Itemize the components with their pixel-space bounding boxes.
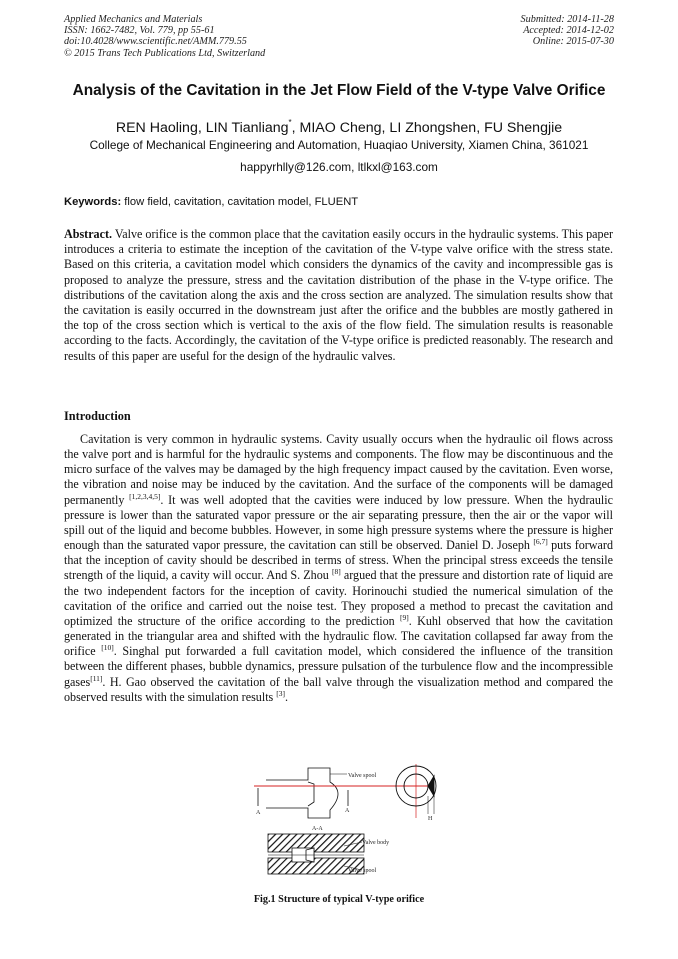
figure-caption: Fig.1 Structure of typical V-type orifice	[253, 894, 425, 905]
keywords-text: flow field, cavitation, cavitation model, FLUENT	[121, 196, 359, 208]
intro-text: puts forward that the inception of cavity should be described in terms of stress. When the principal stress exceeds the tensile strength of the liquid, a cavity will occur. And S. Zhou	[64, 538, 613, 583]
issn-line: ISSN: 1662-7482, Vol. 779, pp 55-61	[64, 25, 215, 37]
citation: [6,7]	[533, 537, 548, 547]
label-section: A-A	[312, 826, 323, 832]
label-a-left: A	[256, 810, 261, 816]
intro-text: argued that the pressure and distortion rate of liquid are the two independent factors for the inception of cavity. Horinouchi studied the numerical simulation of the cavitation of the orifice and carried out the noise test. They proposed a method to precast the cavitation and optimized the structure of the orifice according to the prediction	[64, 568, 613, 628]
label-valve-spool-top: Valve spool	[348, 773, 377, 779]
doi-line: doi:10.4028/www.scientific.net/AMM.779.55	[64, 36, 247, 48]
keywords-label: Keywords:	[64, 196, 122, 208]
journal-info	[64, 14, 265, 59]
affiliation: College of Mechanical Engineering and Automation, Huaqiao University, Xiamen China, 361021	[89, 138, 589, 152]
label-h: H	[428, 816, 433, 822]
online-date: Online: 2015-07-30	[532, 36, 614, 48]
label-a-right: A	[345, 808, 350, 814]
citation: [8]	[331, 567, 341, 577]
intro-text: . It was well adopted that the cavities were induced by low pressure. When the hydraulic pressure is lower than the saturated vapor pressure or the air separating pressure, then the air or the vapor will spill out of the liquid and become bubbles. However, in some high pressure systems where the pressure is higher enough than the saturated vapor pressure, the cavitation can still be observed. Daniel D. Joseph	[64, 492, 614, 553]
valve-spool-side-view	[258, 768, 348, 818]
paper-title: Analysis of the Cavitation in the Jet Flow Field of the V-type Valve Orifice	[72, 82, 606, 99]
intro-text: . Singhal put forwarded a full cavitation model, which considered the influence of the transition between the different phases, bubble dynamics, pressure pulsation of the turbulence flow and the incompressible gases	[64, 644, 613, 689]
authors-first: REN Haoling, LIN Tianliang	[115, 120, 289, 136]
dates-info	[521, 14, 614, 48]
intro-text: . Kuhl observed that how the cavitation generated in the triangular area and shifted with the hydraulic flow. The cavitation collapsed far away from the orifice	[64, 613, 613, 659]
intro-text: .	[285, 689, 289, 704]
submitted-date: Submitted: 2014-11-28	[520, 14, 614, 25]
valve-orifice-figure	[248, 762, 438, 892]
abstract-text: Valve orifice is the common place that the cavitation easily occurs in the hydraulic systems. This paper introduces a criteria to estimate the inception of the cavitation of the V-type valve orifice with the stress state. Based on this criteria, a cavitation model which considers the dynamics of the cavity and incompressible gas is proposed to analyze the pressure, stress and the cavitation distribution of the phase in the V-type orifice. The distributions of the cavitation along the axis and the cross section are analyzed. The simulation results show that the cavitation is easily occurred in the downstream just after the orifice and the bubbles are mostly gathered in the top of the cross section which is vertical to the axis of the flow field. The simulation results is reasonable according to the facts. Accordingly, the cavitation of the V-type orifice is predicted reasonably. The research and results of this paper are useful for the design of the hydraulic valves.	[64, 227, 613, 363]
intro-text: . H. Gao observed the cavitation of the ball valve through the visualization method and compared the observed results with the simulation results	[64, 674, 613, 704]
intro-text: Cavitation is very common in hydraulic systems. Cavity usually occurs when the hydraulic oil flows across the valve port and is harmful for the hydraulic systems and components. The flow may be discontinuous and the micro surface of the valves may be damaged by the high frequency impact caused by the cavitation. Even worse, the vibration and noise may be induced by the cavitation. And the surface of the components will be damaged permanently	[64, 432, 613, 507]
corresponding-mark: *	[288, 118, 292, 127]
label-valve-body: Valve body	[362, 840, 390, 846]
author-emails: happyrhlly@126.com, ltlkxl@163.com	[240, 160, 438, 174]
label-valve-spool-bottom: Valve spool	[348, 868, 377, 874]
citation: [11]	[90, 673, 103, 683]
citation: [9]	[400, 612, 409, 622]
authors-rest: , MIAO Cheng, LI Zhongshen, FU Shengjie	[291, 120, 563, 136]
abstract-label: Abstract.	[64, 227, 113, 241]
section-heading-introduction: Introduction	[64, 409, 131, 423]
journal-name: Applied Mechanics and Materials	[64, 14, 203, 25]
copyright-line: © 2015 Trans Tech Publications Ltd, Switzerland	[64, 47, 266, 59]
accepted-date: Accepted: 2014-12-02	[523, 25, 614, 37]
keywords	[64, 195, 616, 209]
introduction-paragraph	[64, 432, 613, 705]
citation: [3]	[276, 688, 286, 698]
abstract	[64, 227, 613, 364]
citation: [10]	[101, 643, 114, 653]
citation: [1,2,3,4,5]	[129, 491, 161, 501]
author-list	[40, 114, 638, 137]
